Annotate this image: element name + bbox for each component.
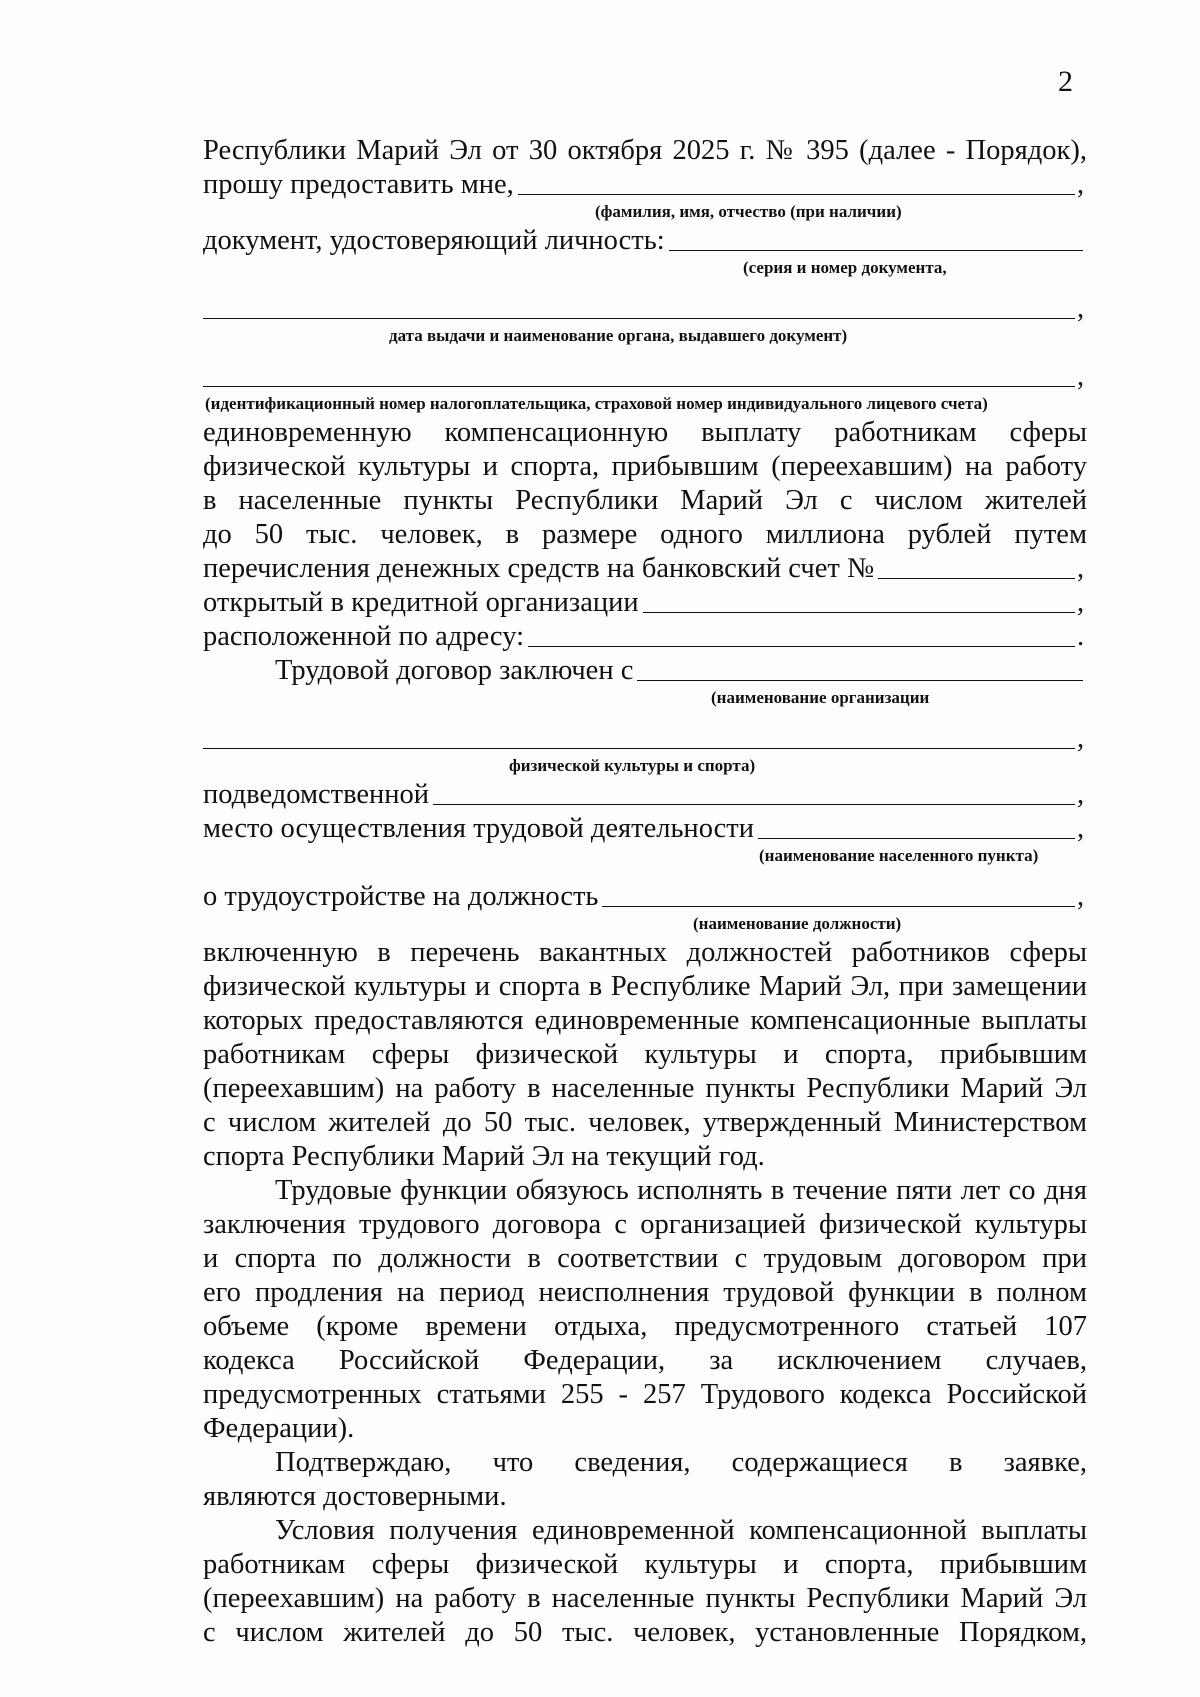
- inn-snils-caption: (идентификационный номер налогоплательщика, страховой номер индивидуального лицевого счета): [205, 394, 988, 413]
- text-line: Федерации).: [203, 1413, 355, 1444]
- employment-contract-row: [203, 654, 1087, 688]
- text-line: (переехавшим) на работу в населенные пункты Республики Марий Эл: [203, 1583, 1087, 1614]
- comma: ,: [1077, 293, 1085, 324]
- work-location-caption: (наименование населенного пункта): [759, 846, 1039, 865]
- employer-details-blank-line[interactable]: [203, 748, 1075, 749]
- text-line: которых предоставляются единовременные компенсационные выплаты: [203, 1005, 1087, 1036]
- subordinate-blank-line[interactable]: [433, 804, 1075, 805]
- application-form-body: [203, 134, 1087, 1650]
- field-caption: [203, 394, 1087, 416]
- text-line: заключения трудового договора с организацией физической культуры: [203, 1209, 1087, 1240]
- id-document-details-row: [203, 292, 1087, 326]
- page-number: 2: [1058, 65, 1073, 98]
- id-document-caption: (серия и номер документа,: [743, 258, 947, 277]
- text-line: физической культуры и спорта в Республике Марий Эл, при замещении: [203, 971, 1087, 1002]
- comma: ,: [1077, 553, 1085, 584]
- employer-details-caption: физической культуры и спорта): [509, 756, 756, 775]
- position-caption: (наименование должности): [693, 914, 902, 933]
- position-blank-line[interactable]: [602, 906, 1075, 907]
- text-line: с числом жителей до 50 тыс. человек, утвержденный Министерством: [203, 1107, 1087, 1138]
- comma: ,: [1077, 723, 1085, 754]
- text-label: прошу предоставить мне,: [203, 169, 514, 200]
- text-line: объеме (кроме времени отдыха, предусмотренного статьей 107: [203, 1311, 1087, 1342]
- id-document-details-blank-line[interactable]: [203, 318, 1075, 319]
- text-line: включенную в перечень вакантных должностей работников сферы: [203, 937, 1087, 968]
- field-caption: [203, 258, 1087, 280]
- text-line: являются достоверными.: [203, 1481, 507, 1512]
- text-label: подведомственной: [203, 779, 430, 810]
- text-line: Республики Марий Эл от 30 октября 2025 г. № 395 (далее - Порядок),: [203, 135, 1087, 166]
- comma: ,: [1077, 779, 1085, 810]
- credit-org-row: [203, 586, 1087, 620]
- id-document-field-row: [203, 224, 1087, 258]
- address-row: [203, 620, 1087, 654]
- text-label: место осуществления трудовой деятельности: [203, 813, 755, 844]
- text-line: его продления на период неисполнения трудовой функции в полном: [203, 1277, 1087, 1308]
- id-document-blank-line[interactable]: [669, 250, 1083, 251]
- text-line: работникам сферы физической культуры и спорта, прибывшим: [203, 1549, 1087, 1580]
- text-label: открытый в кредитной организации: [203, 587, 639, 618]
- text-label: документ, удостоверяющий личность:: [203, 225, 665, 256]
- text-line: в населенные пункты Республики Марий Эл с числом жителей: [203, 485, 1087, 516]
- field-caption: [203, 914, 1087, 936]
- text-line: кодекса Российской Федерации, за исключением случаев,: [203, 1345, 1087, 1376]
- field-caption: [203, 326, 1087, 348]
- fio-field-row: [203, 168, 1087, 202]
- period: .: [1077, 621, 1085, 652]
- credit-org-blank-line[interactable]: [643, 612, 1075, 613]
- bank-account-blank-line[interactable]: [878, 578, 1075, 579]
- text-line: до 50 тыс. человек, в размере одного миллиона рублей путем: [203, 519, 1087, 550]
- text-line: предусмотренных статьями 255 - 257 Трудового кодекса Российской: [203, 1379, 1087, 1410]
- address-blank-line[interactable]: [528, 646, 1075, 647]
- employer-blank-line[interactable]: [637, 680, 1083, 681]
- text-label: Трудовой договор заключен с: [275, 655, 634, 686]
- text-label: перечисления денежных средств на банковский счет №: [203, 553, 875, 584]
- text-line: работникам сферы физической культуры и спорта, прибывшим: [203, 1039, 1087, 1070]
- subordinate-row: [203, 778, 1087, 812]
- fio-blank-line[interactable]: [518, 194, 1075, 195]
- field-caption: [203, 846, 1087, 868]
- text-line: спорта Республики Марий Эл на текущий год.: [203, 1141, 765, 1172]
- text-line: с числом жителей до 50 тыс. человек, установленные Порядком,: [203, 1617, 1087, 1648]
- field-caption: [203, 688, 1087, 710]
- text-line: и спорта по должности в соответствии с трудовым договором при: [203, 1243, 1087, 1274]
- inn-snils-blank-line[interactable]: [203, 386, 1075, 387]
- bank-account-row: [203, 552, 1087, 586]
- comma: ,: [1077, 587, 1085, 618]
- field-caption: [203, 202, 1087, 224]
- comma: ,: [1077, 361, 1085, 392]
- comma: ,: [1077, 169, 1085, 200]
- field-caption: [203, 756, 1087, 778]
- inn-snils-row: [203, 360, 1087, 394]
- position-row: [203, 880, 1087, 914]
- employer-caption: (наименование организации: [711, 688, 930, 707]
- employer-details-row: [203, 722, 1087, 756]
- comma: ,: [1077, 881, 1085, 912]
- comma: ,: [1077, 813, 1085, 844]
- text-line: Условия получения единовременной компенсационной выплаты: [275, 1515, 1087, 1546]
- text-label: расположенной по адресу:: [203, 621, 524, 652]
- text-line: Подтверждаю, что сведения, содержащиеся в заявке,: [275, 1447, 1087, 1478]
- text-label: о трудоустройстве на должность: [203, 881, 599, 912]
- fio-caption: (фамилия, имя, отчество (при наличии): [595, 202, 902, 221]
- work-location-row: [203, 812, 1087, 846]
- id-document-details-caption: дата выдачи и наименование органа, выдавшего документ): [389, 326, 848, 345]
- text-line: физической культуры и спорта, прибывшим (переехавшим) на работу: [203, 451, 1087, 482]
- text-line: Трудовые функции обязуюсь исполнять в течение пяти лет со дня: [275, 1175, 1087, 1206]
- work-location-blank-line[interactable]: [758, 838, 1075, 839]
- text-line: (переехавшим) на работу в населенные пункты Республики Марий Эл: [203, 1073, 1087, 1104]
- text-line: единовременную компенсационную выплату работникам сферы: [203, 417, 1087, 448]
